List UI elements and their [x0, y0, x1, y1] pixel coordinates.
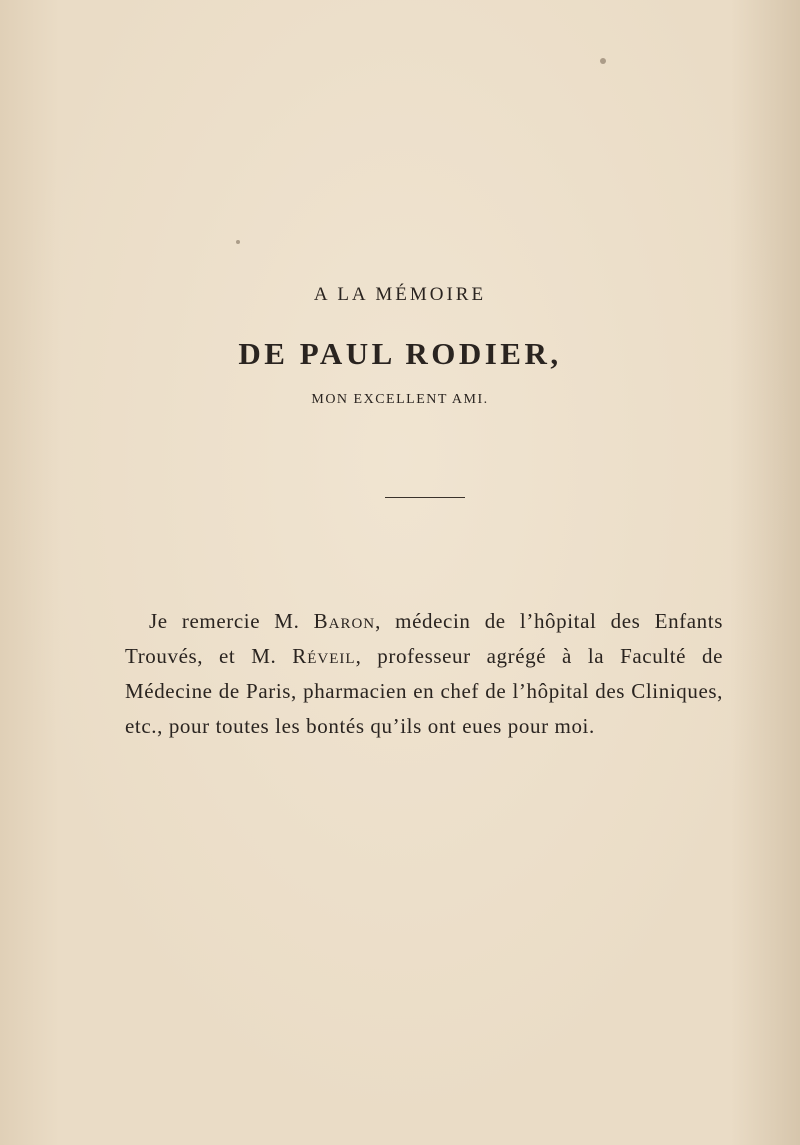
- separator-rule: [385, 497, 465, 498]
- acknowledgement-paragraph: [125, 604, 723, 744]
- ack-text-3: , professeur agrégé à la Faculté de Médecine de Paris, pharmacien en chef de l’hôpital des Cliniques, etc., pour toutes les bontés qu’ils ont eues pour moi.: [125, 644, 723, 738]
- ack-text-2: , médecin de l’hôpital des Enfants Trouvés, et M.: [125, 609, 723, 668]
- ink-speck: [236, 240, 240, 244]
- dedication-line-memory: A LA MÉMOIRE: [313, 284, 487, 305]
- ack-name-reveil: Réveil: [292, 644, 356, 668]
- dedication-line-friend: MON EXCELLENT AMI.: [311, 392, 489, 407]
- ink-speck: [600, 58, 606, 64]
- ack-text-1: Je remercie M.: [149, 609, 314, 633]
- ack-name-baron: Baron: [313, 609, 376, 633]
- dedication-name: DE PAUL RODIER,: [238, 336, 562, 371]
